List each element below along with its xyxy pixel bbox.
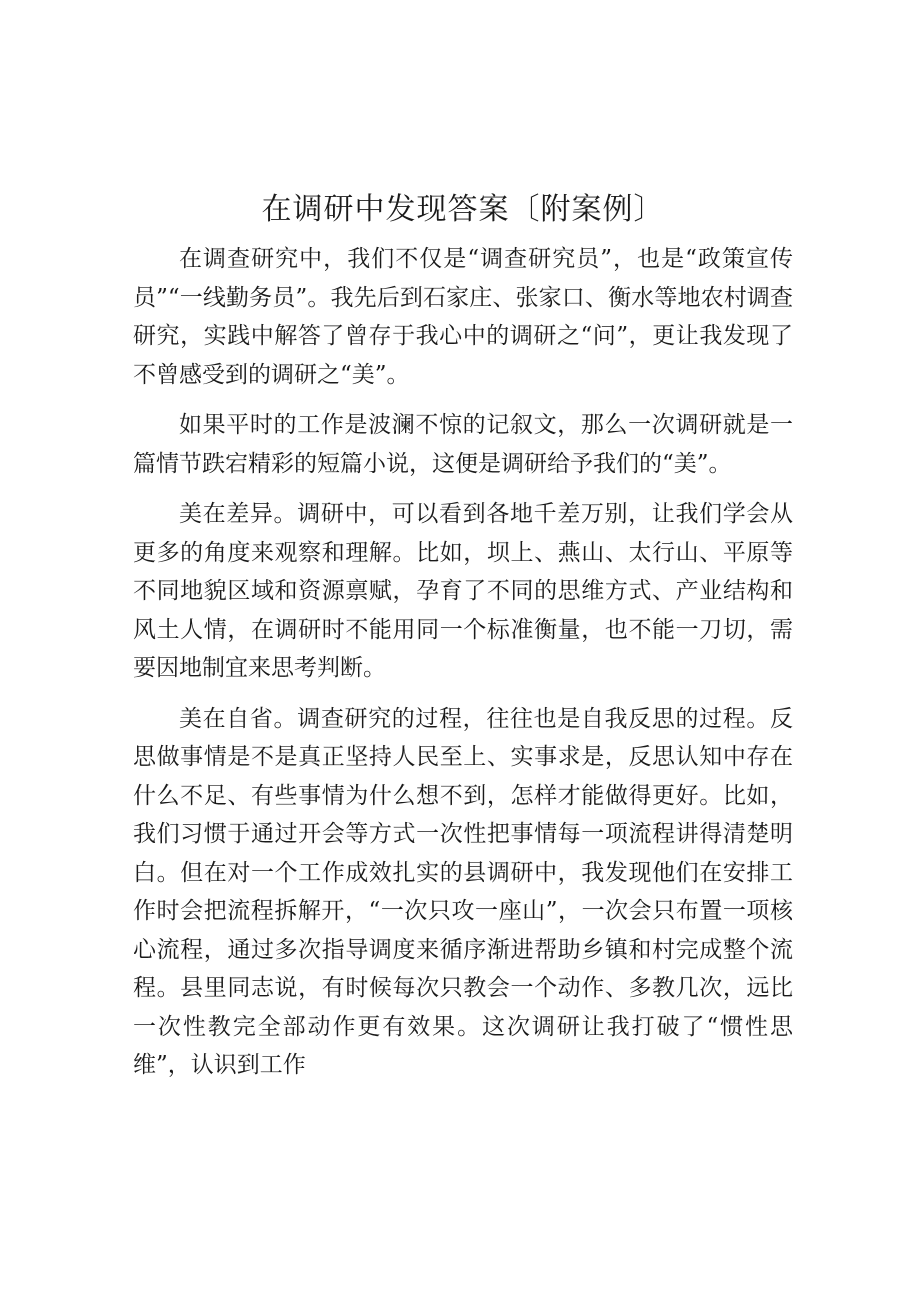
paragraph-analogy: 如果平时的工作是波澜不惊的记叙文，那么一次调研就是一篇情节跌宕精彩的短篇小说，这便是调研给予我们的“美”。 [133,412,793,477]
document-title: 在调研中发现答案〔附案例〕 [261,192,665,227]
paragraph-difference: 美在差异。调研中，可以看到各地千差万别，让我们学会从更多的角度来观察和理解。比如，坝上、燕山、太行山、平原等不同地貌区域和资源禀赋，孕育了不同的思维方式、产业结构和风土人情，在调研时不能用同一个标准衡量，也不能一刀切，需要因地制宜来思考判断。 [133,501,793,681]
paragraph-reflection: 美在自省。调查研究的过程，往往也是自我反思的过程。反思做事情是不是真正坚持人民至上、实事求是，反思认知中存在什么不足、有些事情为什么想不到，怎样才能做得更好。比如，我们习惯于通过开会等方式一次性把事情每一项流程讲得清楚明白。但在对一个工作成效扎实的县调研中，我发现他们在安排工作时会把流程拆解开，“一次只攻一座山”，一次会只布置一项核心流程，通过多次指导调度来循序渐进帮助乡镇和村完成整个流程。县里同志说，有时候每次只教会一个动作、多教几次，远比一次性教完全部动作更有效果。这次调研让我打破了“惯性思维”，认识到工作 [133,705,793,1078]
document-body [133,186,793,1097]
paragraph-intro: 在调查研究中，我们不仅是“调查研究员”，也是“政策宣传员”“一线勤务员”。我先后到石家庄、张家口、衡水等地农村调查研究，实践中解答了曾存于我心中的调研之“问”，更让我发现了不曾感受到的调研之“美”。 [133,246,793,388]
